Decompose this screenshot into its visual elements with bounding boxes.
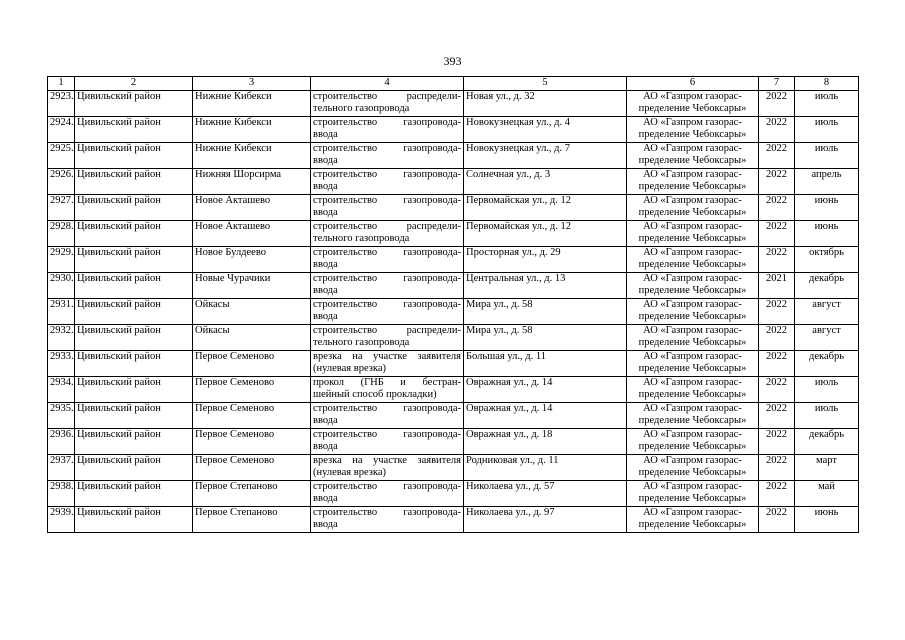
work-type-cell bbox=[311, 481, 464, 507]
address-cell: Новая ул., д. 32 bbox=[464, 91, 627, 117]
organization-cell-line: АО «Газпром газорас- bbox=[643, 195, 742, 206]
month-cell: май bbox=[795, 481, 859, 507]
organization-cell bbox=[627, 195, 759, 221]
organization-cell-line: пределение Чебоксары» bbox=[638, 311, 747, 323]
column-header: 2 bbox=[75, 77, 193, 91]
locality-cell: Нижняя Шорсирма bbox=[193, 169, 311, 195]
address-cell: Овражная ул., д. 14 bbox=[464, 403, 627, 429]
work-type-cell bbox=[311, 273, 464, 299]
address-cell: Солнечная ул., д. 3 bbox=[464, 169, 627, 195]
work-type-cell bbox=[311, 325, 464, 351]
work-type-cell-line: ввода bbox=[313, 311, 338, 323]
organization-cell-line: пределение Чебоксары» bbox=[638, 207, 747, 219]
row-number-cell: 2938. bbox=[48, 481, 75, 507]
district-cell: Цивильский район bbox=[75, 117, 193, 143]
work-type-cell-line: (нулевая врезка) bbox=[313, 363, 386, 375]
address-cell: Первомайская ул., д. 12 bbox=[464, 221, 627, 247]
organization-cell-line: АО «Газпром газорас- bbox=[643, 429, 742, 440]
organization-cell-line: пределение Чебоксары» bbox=[638, 415, 747, 427]
year-cell: 2022 bbox=[759, 351, 795, 377]
organization-cell bbox=[627, 143, 759, 169]
work-type-cell bbox=[311, 169, 464, 195]
work-type-cell-line: ввода bbox=[313, 519, 338, 531]
month-cell: декабрь bbox=[795, 429, 859, 455]
year-cell: 2022 bbox=[759, 195, 795, 221]
table-row bbox=[48, 273, 859, 299]
district-cell: Цивильский район bbox=[75, 299, 193, 325]
organization-cell-line: пределение Чебоксары» bbox=[638, 467, 747, 479]
organization-cell bbox=[627, 299, 759, 325]
work-type-cell-line: строительство газопровода- bbox=[313, 247, 461, 258]
work-type-cell-line: (нулевая врезка) bbox=[313, 467, 386, 479]
address-cell: Центральная ул., д. 13 bbox=[464, 273, 627, 299]
locality-cell: Первое Семеново bbox=[193, 403, 311, 429]
work-type-cell-line: строительство газопровода- bbox=[313, 507, 461, 518]
organization-cell-line: АО «Газпром газорас- bbox=[643, 455, 742, 466]
organization-cell-line: АО «Газпром газорас- bbox=[643, 481, 742, 492]
address-cell: Большая ул., д. 11 bbox=[464, 351, 627, 377]
year-cell: 2022 bbox=[759, 117, 795, 143]
table-row bbox=[48, 403, 859, 429]
work-type-cell bbox=[311, 507, 464, 533]
work-type-cell bbox=[311, 117, 464, 143]
month-cell: июль bbox=[795, 91, 859, 117]
month-cell: июль bbox=[795, 117, 859, 143]
work-type-cell-line: ввода bbox=[313, 441, 338, 453]
organization-cell bbox=[627, 377, 759, 403]
locality-cell: Новое Булдеево bbox=[193, 247, 311, 273]
address-cell: Овражная ул., д. 18 bbox=[464, 429, 627, 455]
organization-cell-line: пределение Чебоксары» bbox=[638, 129, 747, 141]
page-number: 393 bbox=[443, 54, 462, 68]
locality-cell: Ойкасы bbox=[193, 299, 311, 325]
work-type-cell-line: строительство газопровода- bbox=[313, 117, 461, 128]
address-cell: Мира ул., д. 58 bbox=[464, 299, 627, 325]
work-type-cell bbox=[311, 429, 464, 455]
organization-cell bbox=[627, 325, 759, 351]
address-cell: Новокузнецкая ул., д. 4 bbox=[464, 117, 627, 143]
address-cell: Новокузнецкая ул., д. 7 bbox=[464, 143, 627, 169]
organization-cell-line: пределение Чебоксары» bbox=[638, 519, 747, 531]
work-type-cell-line: ввода bbox=[313, 415, 338, 427]
work-type-cell-line: прокол (ГНБ и бестран- bbox=[313, 377, 461, 388]
organization-cell bbox=[627, 455, 759, 481]
year-cell: 2022 bbox=[759, 325, 795, 351]
work-type-cell-line: врезка на участке заявителя bbox=[313, 351, 461, 362]
month-cell: июнь bbox=[795, 221, 859, 247]
address-cell: Мира ул., д. 58 bbox=[464, 325, 627, 351]
locality-cell: Нижние Кибекси bbox=[193, 143, 311, 169]
organization-cell bbox=[627, 429, 759, 455]
work-type-cell-line: строительство газопровода- bbox=[313, 169, 461, 180]
district-cell: Цивильский район bbox=[75, 351, 193, 377]
row-number-cell: 2935. bbox=[48, 403, 75, 429]
work-type-cell-line: строительство газопровода- bbox=[313, 429, 461, 440]
row-number-cell: 2932. bbox=[48, 325, 75, 351]
locality-cell: Нижние Кибекси bbox=[193, 117, 311, 143]
row-number-cell: 2934. bbox=[48, 377, 75, 403]
address-cell: Николаева ул., д. 57 bbox=[464, 481, 627, 507]
organization-cell-line: АО «Газпром газорас- bbox=[643, 221, 742, 232]
organization-cell-line: АО «Газпром газорас- bbox=[643, 91, 742, 102]
work-type-cell-line: врезка на участке заявителя bbox=[313, 455, 461, 466]
table-row bbox=[48, 169, 859, 195]
organization-cell-line: АО «Газпром газорас- bbox=[643, 117, 742, 128]
organization-cell-line: пределение Чебоксары» bbox=[638, 337, 747, 349]
work-type-cell bbox=[311, 247, 464, 273]
work-type-cell-line: тельного газопровода bbox=[313, 337, 410, 349]
work-type-cell-line: строительство газопровода- bbox=[313, 273, 461, 284]
table-row bbox=[48, 455, 859, 481]
organization-cell bbox=[627, 507, 759, 533]
year-cell: 2022 bbox=[759, 403, 795, 429]
organization-cell bbox=[627, 91, 759, 117]
month-cell: март bbox=[795, 455, 859, 481]
organization-cell bbox=[627, 273, 759, 299]
work-type-cell-line: строительство газопровода- bbox=[313, 481, 461, 492]
row-number-cell: 2931. bbox=[48, 299, 75, 325]
work-type-cell bbox=[311, 221, 464, 247]
year-cell: 2022 bbox=[759, 247, 795, 273]
table-row bbox=[48, 247, 859, 273]
table-row bbox=[48, 91, 859, 117]
month-cell: июль bbox=[795, 403, 859, 429]
year-cell: 2022 bbox=[759, 507, 795, 533]
year-cell: 2022 bbox=[759, 143, 795, 169]
row-number-cell: 2924. bbox=[48, 117, 75, 143]
organization-cell-line: пределение Чебоксары» bbox=[638, 389, 747, 401]
organization-cell-line: АО «Газпром газорас- bbox=[643, 377, 742, 388]
district-cell: Цивильский район bbox=[75, 455, 193, 481]
month-cell: октябрь bbox=[795, 247, 859, 273]
district-cell: Цивильский район bbox=[75, 195, 193, 221]
row-number-cell: 2933. bbox=[48, 351, 75, 377]
header-row bbox=[48, 77, 859, 91]
month-cell: декабрь bbox=[795, 351, 859, 377]
year-cell: 2021 bbox=[759, 273, 795, 299]
work-type-cell bbox=[311, 195, 464, 221]
organization-cell-line: пределение Чебоксары» bbox=[638, 181, 747, 193]
organization-cell-line: пределение Чебоксары» bbox=[638, 103, 747, 115]
table-row bbox=[48, 299, 859, 325]
organization-cell-line: пределение Чебоксары» bbox=[638, 259, 747, 271]
work-type-cell-line: ввода bbox=[313, 493, 338, 505]
district-cell: Цивильский район bbox=[75, 247, 193, 273]
locality-cell: Первое Семеново bbox=[193, 377, 311, 403]
district-cell: Цивильский район bbox=[75, 403, 193, 429]
work-type-cell-line: строительство распредели- bbox=[313, 325, 461, 336]
district-cell: Цивильский район bbox=[75, 507, 193, 533]
work-type-cell-line: ввода bbox=[313, 285, 338, 297]
table-row bbox=[48, 351, 859, 377]
organization-cell-line: АО «Газпром газорас- bbox=[643, 351, 742, 362]
row-number-cell: 2925. bbox=[48, 143, 75, 169]
address-cell: Первомайская ул., д. 12 bbox=[464, 195, 627, 221]
district-cell: Цивильский район bbox=[75, 169, 193, 195]
table-row bbox=[48, 429, 859, 455]
work-type-cell bbox=[311, 91, 464, 117]
address-cell: Родниковая ул., д. 11 bbox=[464, 455, 627, 481]
column-header: 4 bbox=[311, 77, 464, 91]
locality-cell: Первое Семеново bbox=[193, 429, 311, 455]
column-header: 6 bbox=[627, 77, 759, 91]
table-body bbox=[48, 91, 859, 533]
table-row bbox=[48, 221, 859, 247]
year-cell: 2022 bbox=[759, 481, 795, 507]
table-row bbox=[48, 377, 859, 403]
month-cell: июль bbox=[795, 377, 859, 403]
work-type-cell-line: строительство распредели- bbox=[313, 91, 461, 102]
month-cell: август bbox=[795, 325, 859, 351]
work-type-cell-line: строительство газопровода- bbox=[313, 195, 461, 206]
work-type-cell-line: ввода bbox=[313, 259, 338, 271]
work-type-cell bbox=[311, 377, 464, 403]
table-row bbox=[48, 325, 859, 351]
row-number-cell: 2936. bbox=[48, 429, 75, 455]
organization-cell-line: пределение Чебоксары» bbox=[638, 285, 747, 297]
organization-cell bbox=[627, 169, 759, 195]
table-row bbox=[48, 481, 859, 507]
column-header: 8 bbox=[795, 77, 859, 91]
year-cell: 2022 bbox=[759, 455, 795, 481]
row-number-cell: 2926. bbox=[48, 169, 75, 195]
work-type-cell-line: ввода bbox=[313, 155, 338, 167]
organization-cell-line: АО «Газпром газорас- bbox=[643, 143, 742, 154]
organization-cell bbox=[627, 351, 759, 377]
year-cell: 2022 bbox=[759, 429, 795, 455]
district-cell: Цивильский район bbox=[75, 377, 193, 403]
locality-cell: Первое Семеново bbox=[193, 351, 311, 377]
locality-cell: Новое Акташево bbox=[193, 195, 311, 221]
work-type-cell-line: строительство газопровода- bbox=[313, 403, 461, 414]
column-header: 5 bbox=[464, 77, 627, 91]
work-type-cell-line: ввода bbox=[313, 181, 338, 193]
organization-cell-line: АО «Газпром газорас- bbox=[643, 325, 742, 336]
table-row bbox=[48, 195, 859, 221]
work-type-cell-line: ввода bbox=[313, 129, 338, 141]
work-type-cell bbox=[311, 351, 464, 377]
table-row bbox=[48, 117, 859, 143]
locality-cell: Новые Чурачики bbox=[193, 273, 311, 299]
work-type-cell-line: строительство газопровода- bbox=[313, 143, 461, 154]
month-cell: декабрь bbox=[795, 273, 859, 299]
organization-cell bbox=[627, 247, 759, 273]
year-cell: 2022 bbox=[759, 299, 795, 325]
work-type-cell-line: шейный способ прокладки) bbox=[313, 389, 437, 401]
organization-cell-line: АО «Газпром газорас- bbox=[643, 403, 742, 414]
locality-cell: Первое Степаново bbox=[193, 507, 311, 533]
locality-cell: Нижние Кибекси bbox=[193, 91, 311, 117]
column-header: 7 bbox=[759, 77, 795, 91]
work-type-cell bbox=[311, 143, 464, 169]
work-type-cell bbox=[311, 403, 464, 429]
year-cell: 2022 bbox=[759, 169, 795, 195]
row-number-cell: 2927. bbox=[48, 195, 75, 221]
work-type-cell-line: ввода bbox=[313, 207, 338, 219]
organization-cell-line: АО «Газпром газорас- bbox=[643, 507, 742, 518]
organization-cell-line: АО «Газпром газорас- bbox=[643, 169, 742, 180]
address-cell: Просторная ул., д. 29 bbox=[464, 247, 627, 273]
organization-cell-line: АО «Газпром газорас- bbox=[643, 273, 742, 284]
row-number-cell: 2923. bbox=[48, 91, 75, 117]
organization-cell bbox=[627, 221, 759, 247]
address-cell: Николаева ул., д. 97 bbox=[464, 507, 627, 533]
gasification-table bbox=[47, 76, 859, 533]
locality-cell: Ойкасы bbox=[193, 325, 311, 351]
address-cell: Овражная ул., д. 14 bbox=[464, 377, 627, 403]
year-cell: 2022 bbox=[759, 377, 795, 403]
district-cell: Цивильский район bbox=[75, 273, 193, 299]
organization-cell-line: пределение Чебоксары» bbox=[638, 363, 747, 375]
organization-cell-line: АО «Газпром газорас- bbox=[643, 299, 742, 310]
organization-cell-line: пределение Чебоксары» bbox=[638, 493, 747, 505]
month-cell: июнь bbox=[795, 195, 859, 221]
organization-cell bbox=[627, 403, 759, 429]
month-cell: июнь bbox=[795, 507, 859, 533]
month-cell: июль bbox=[795, 143, 859, 169]
work-type-cell bbox=[311, 455, 464, 481]
organization-cell-line: АО «Газпром газорас- bbox=[643, 247, 742, 258]
organization-cell bbox=[627, 481, 759, 507]
work-type-cell-line: тельного газопровода bbox=[313, 103, 410, 115]
work-type-cell-line: строительство газопровода- bbox=[313, 299, 461, 310]
organization-cell bbox=[627, 117, 759, 143]
locality-cell: Первое Степаново bbox=[193, 481, 311, 507]
column-header: 3 bbox=[193, 77, 311, 91]
organization-cell-line: пределение Чебоксары» bbox=[638, 233, 747, 245]
district-cell: Цивильский район bbox=[75, 91, 193, 117]
row-number-cell: 2939. bbox=[48, 507, 75, 533]
table-row bbox=[48, 143, 859, 169]
row-number-cell: 2928. bbox=[48, 221, 75, 247]
district-cell: Цивильский район bbox=[75, 429, 193, 455]
column-header: 1 bbox=[48, 77, 75, 91]
district-cell: Цивильский район bbox=[75, 325, 193, 351]
year-cell: 2022 bbox=[759, 91, 795, 117]
year-cell: 2022 bbox=[759, 221, 795, 247]
district-cell: Цивильский район bbox=[75, 221, 193, 247]
locality-cell: Первое Семеново bbox=[193, 455, 311, 481]
row-number-cell: 2929. bbox=[48, 247, 75, 273]
row-number-cell: 2937. bbox=[48, 455, 75, 481]
organization-cell-line: пределение Чебоксары» bbox=[638, 441, 747, 453]
month-cell: август bbox=[795, 299, 859, 325]
district-cell: Цивильский район bbox=[75, 143, 193, 169]
work-type-cell bbox=[311, 299, 464, 325]
month-cell: апрель bbox=[795, 169, 859, 195]
organization-cell-line: пределение Чебоксары» bbox=[638, 155, 747, 167]
work-type-cell-line: строительство распредели- bbox=[313, 221, 461, 232]
work-type-cell-line: тельного газопровода bbox=[313, 233, 410, 245]
district-cell: Цивильский район bbox=[75, 481, 193, 507]
table-row bbox=[48, 507, 859, 533]
row-number-cell: 2930. bbox=[48, 273, 75, 299]
locality-cell: Новое Акташево bbox=[193, 221, 311, 247]
